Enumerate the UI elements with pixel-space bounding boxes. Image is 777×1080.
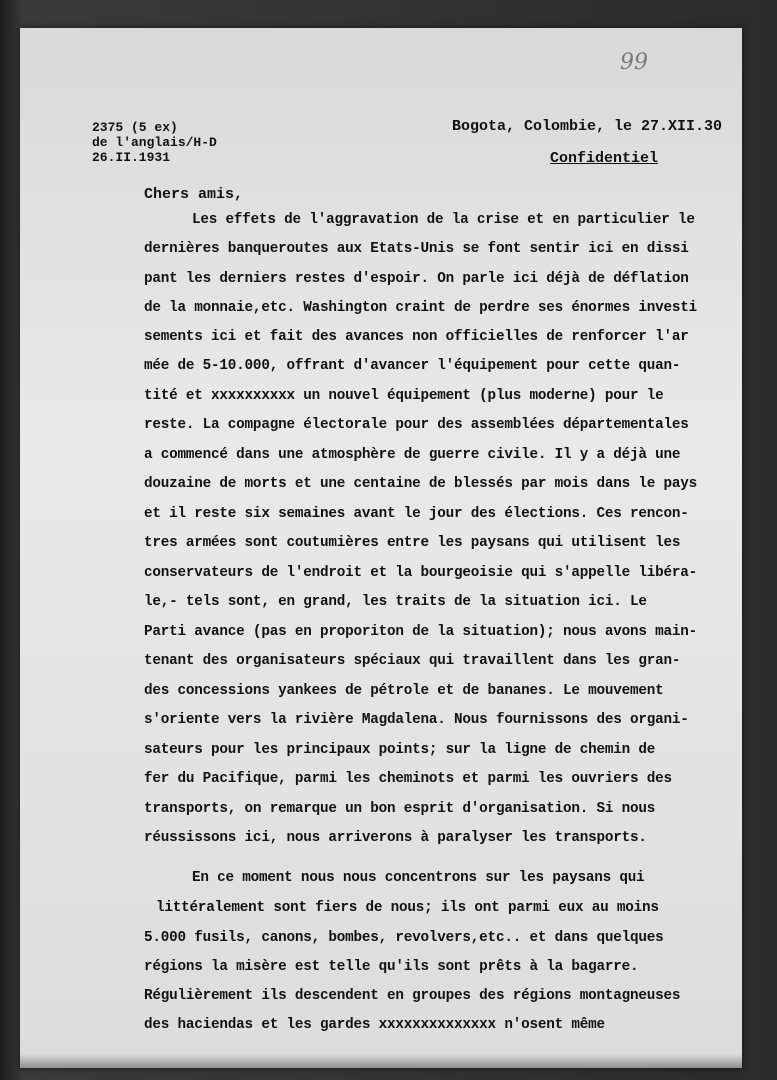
text-line: fer du Pacifique, parmi les cheminots et parmi les ouvriers des — [144, 771, 672, 787]
text-line: a commencé dans une atmosphère de guerre civile. Il y a déjà une — [144, 447, 681, 463]
text-line: le,- tels sont, en grand, les traits de la situation ici. Le — [144, 594, 647, 610]
text-line: reste. La compagne électorale pour des assemblées départementales — [144, 417, 689, 433]
text-line: Les effets de l'aggravation de la crise et en particulier le — [192, 212, 695, 228]
folio-number: 99 — [620, 50, 648, 75]
text-line: transports, on remarque un bon esprit d'organisation. Si nous — [144, 801, 656, 817]
text-line: des haciendas et les gardes xxxxxxxxxxxxxx n'osent même — [144, 1017, 605, 1033]
text-line: réussissons ici, nous arriverons à paralyser les transports. — [144, 830, 647, 846]
text-line: des concessions yankees de pétrole et de bananes. Le mouvement — [144, 683, 664, 699]
place-date: Bogota, Colombie, le 27.XII.30 — [452, 118, 723, 135]
classification-mark: Confidentiel — [550, 150, 659, 167]
text-line: En ce moment nous nous concentrons sur les paysans qui — [192, 870, 645, 886]
reference-block — [92, 120, 217, 165]
text-line: 5.000 fusils, canons, bombes, revolvers,etc.. et dans quelques — [144, 930, 664, 946]
text-line: mée de 5-10.000, offrant d'avancer l'équipement pour cette quan- — [144, 358, 681, 374]
text-line: régions la misère est telle qu'ils sont prêts à la bagarre. — [144, 959, 639, 975]
text-line: Parti avance (pas en proporiton de la situation); nous avons main- — [144, 624, 698, 640]
text-line: conservateurs de l'endroit et la bourgeoisie qui s'appelle libéra- — [144, 565, 698, 581]
typed-letter-page — [20, 28, 742, 1068]
reference-line: de l'anglais/H-D — [92, 135, 217, 150]
reference-line: 2375 (5 ex) — [92, 120, 178, 135]
scan-edge-shadow — [20, 1054, 742, 1068]
text-line: tité et xxxxxxxxxx un nouvel équipement (plus moderne) pour le — [144, 388, 664, 404]
text-line: Régulièrement ils descendent en groupes des régions montagneuses — [144, 988, 681, 1004]
text-line: s'oriente vers la rivière Magdalena. Nous fournissons des organi- — [144, 712, 689, 728]
text-line: tres armées sont coutumières entre les paysans qui utilisent les — [144, 535, 681, 551]
text-line: littéralement sont fiers de nous; ils ont parmi eux au moins — [156, 900, 659, 916]
text-line: et il reste six semaines avant le jour des élections. Ces rencon- — [144, 506, 689, 522]
text-line: pant les derniers restes d'espoir. On parle ici déjà de déflation — [144, 271, 689, 287]
salutation: Chers amis, — [144, 186, 244, 203]
text-line: douzaine de morts et une centaine de blessés par mois dans le pays — [144, 476, 698, 492]
text-line: de la monnaie,etc. Washington craint de perdre ses énormes investi — [144, 300, 698, 316]
text-line: dernières banqueroutes aux Etats-Unis se font sentir ici en dissi — [144, 241, 689, 257]
reference-line: 26.II.1931 — [92, 150, 171, 165]
text-line: sateurs pour les principaux points; sur la ligne de chemin de — [144, 742, 656, 758]
text-line: tenant des organisateurs spéciaux qui travaillent dans les gran- — [144, 653, 681, 669]
text-line: sements ici et fait des avances non officielles de renforcer l'ar — [144, 329, 689, 345]
